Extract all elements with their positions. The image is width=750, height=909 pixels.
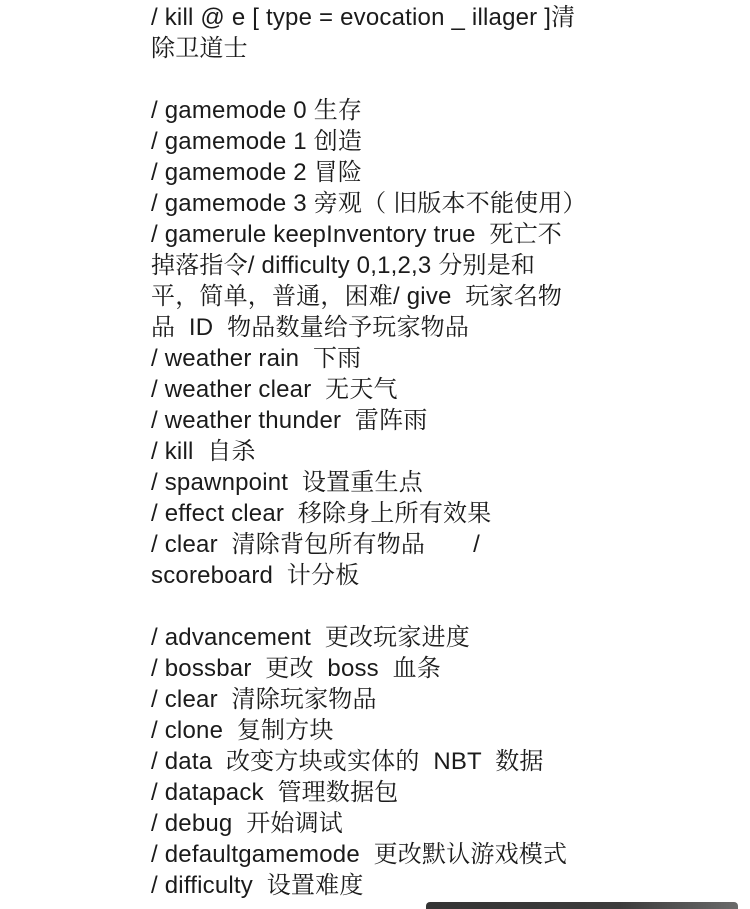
text-line: / advancement 更改玩家进度	[151, 624, 470, 651]
text-line: / weather rain 下雨	[151, 345, 362, 372]
text-line: / difficulty 设置难度	[151, 872, 364, 899]
cropped-dark-bar	[426, 902, 738, 909]
text-line: 品 ID 物品数量给予玩家物品	[151, 314, 470, 341]
text-line: / weather thunder 雷阵雨	[151, 407, 428, 434]
text-line: / debug 开始调试	[151, 810, 344, 837]
text-line: / gamemode 1 创造	[151, 128, 363, 155]
text-line: 平，简单，普通，困难/ give 玩家名物	[151, 283, 563, 310]
text-line: / data 改变方块或实体的 NBT 数据	[151, 748, 544, 775]
text-line: / effect clear 移除身上所有效果	[151, 500, 492, 527]
text-line: / datapack 管理数据包	[151, 779, 399, 806]
text-line: / gamemode 3 旁观（ 旧版本不能使用）	[151, 190, 587, 217]
text-line: / bossbar 更改 boss 血条	[151, 655, 442, 682]
text-line: / clear 清除玩家物品	[151, 686, 377, 713]
text-line: / clone 复制方块	[151, 717, 334, 744]
text-line: / kill @ e [ type = evocation _ illager ]清	[151, 4, 576, 31]
text-line: / gamemode 0 生存	[151, 97, 363, 124]
text-line: 掉落指令/ difficulty 0,1,2,3 分别是和	[151, 252, 536, 279]
text-line: scoreboard 计分板	[151, 562, 360, 589]
text-line: / spawnpoint 设置重生点	[151, 469, 423, 496]
text-line	[151, 591, 736, 622]
text-line: / kill 自杀	[151, 438, 256, 465]
text-line: / gamemode 2 冒险	[151, 159, 363, 186]
text-line: / gamerule keepInventory true 死亡不	[151, 221, 562, 248]
minecraft-command-list	[151, 2, 736, 901]
text-line: 除卫道士	[151, 35, 248, 62]
text-line	[151, 64, 736, 95]
text-line: / clear 清除背包所有物品 /	[151, 531, 481, 558]
text-line: / weather clear 无天气	[151, 376, 398, 403]
text-line: / defaultgamemode 更改默认游戏模式	[151, 841, 568, 868]
